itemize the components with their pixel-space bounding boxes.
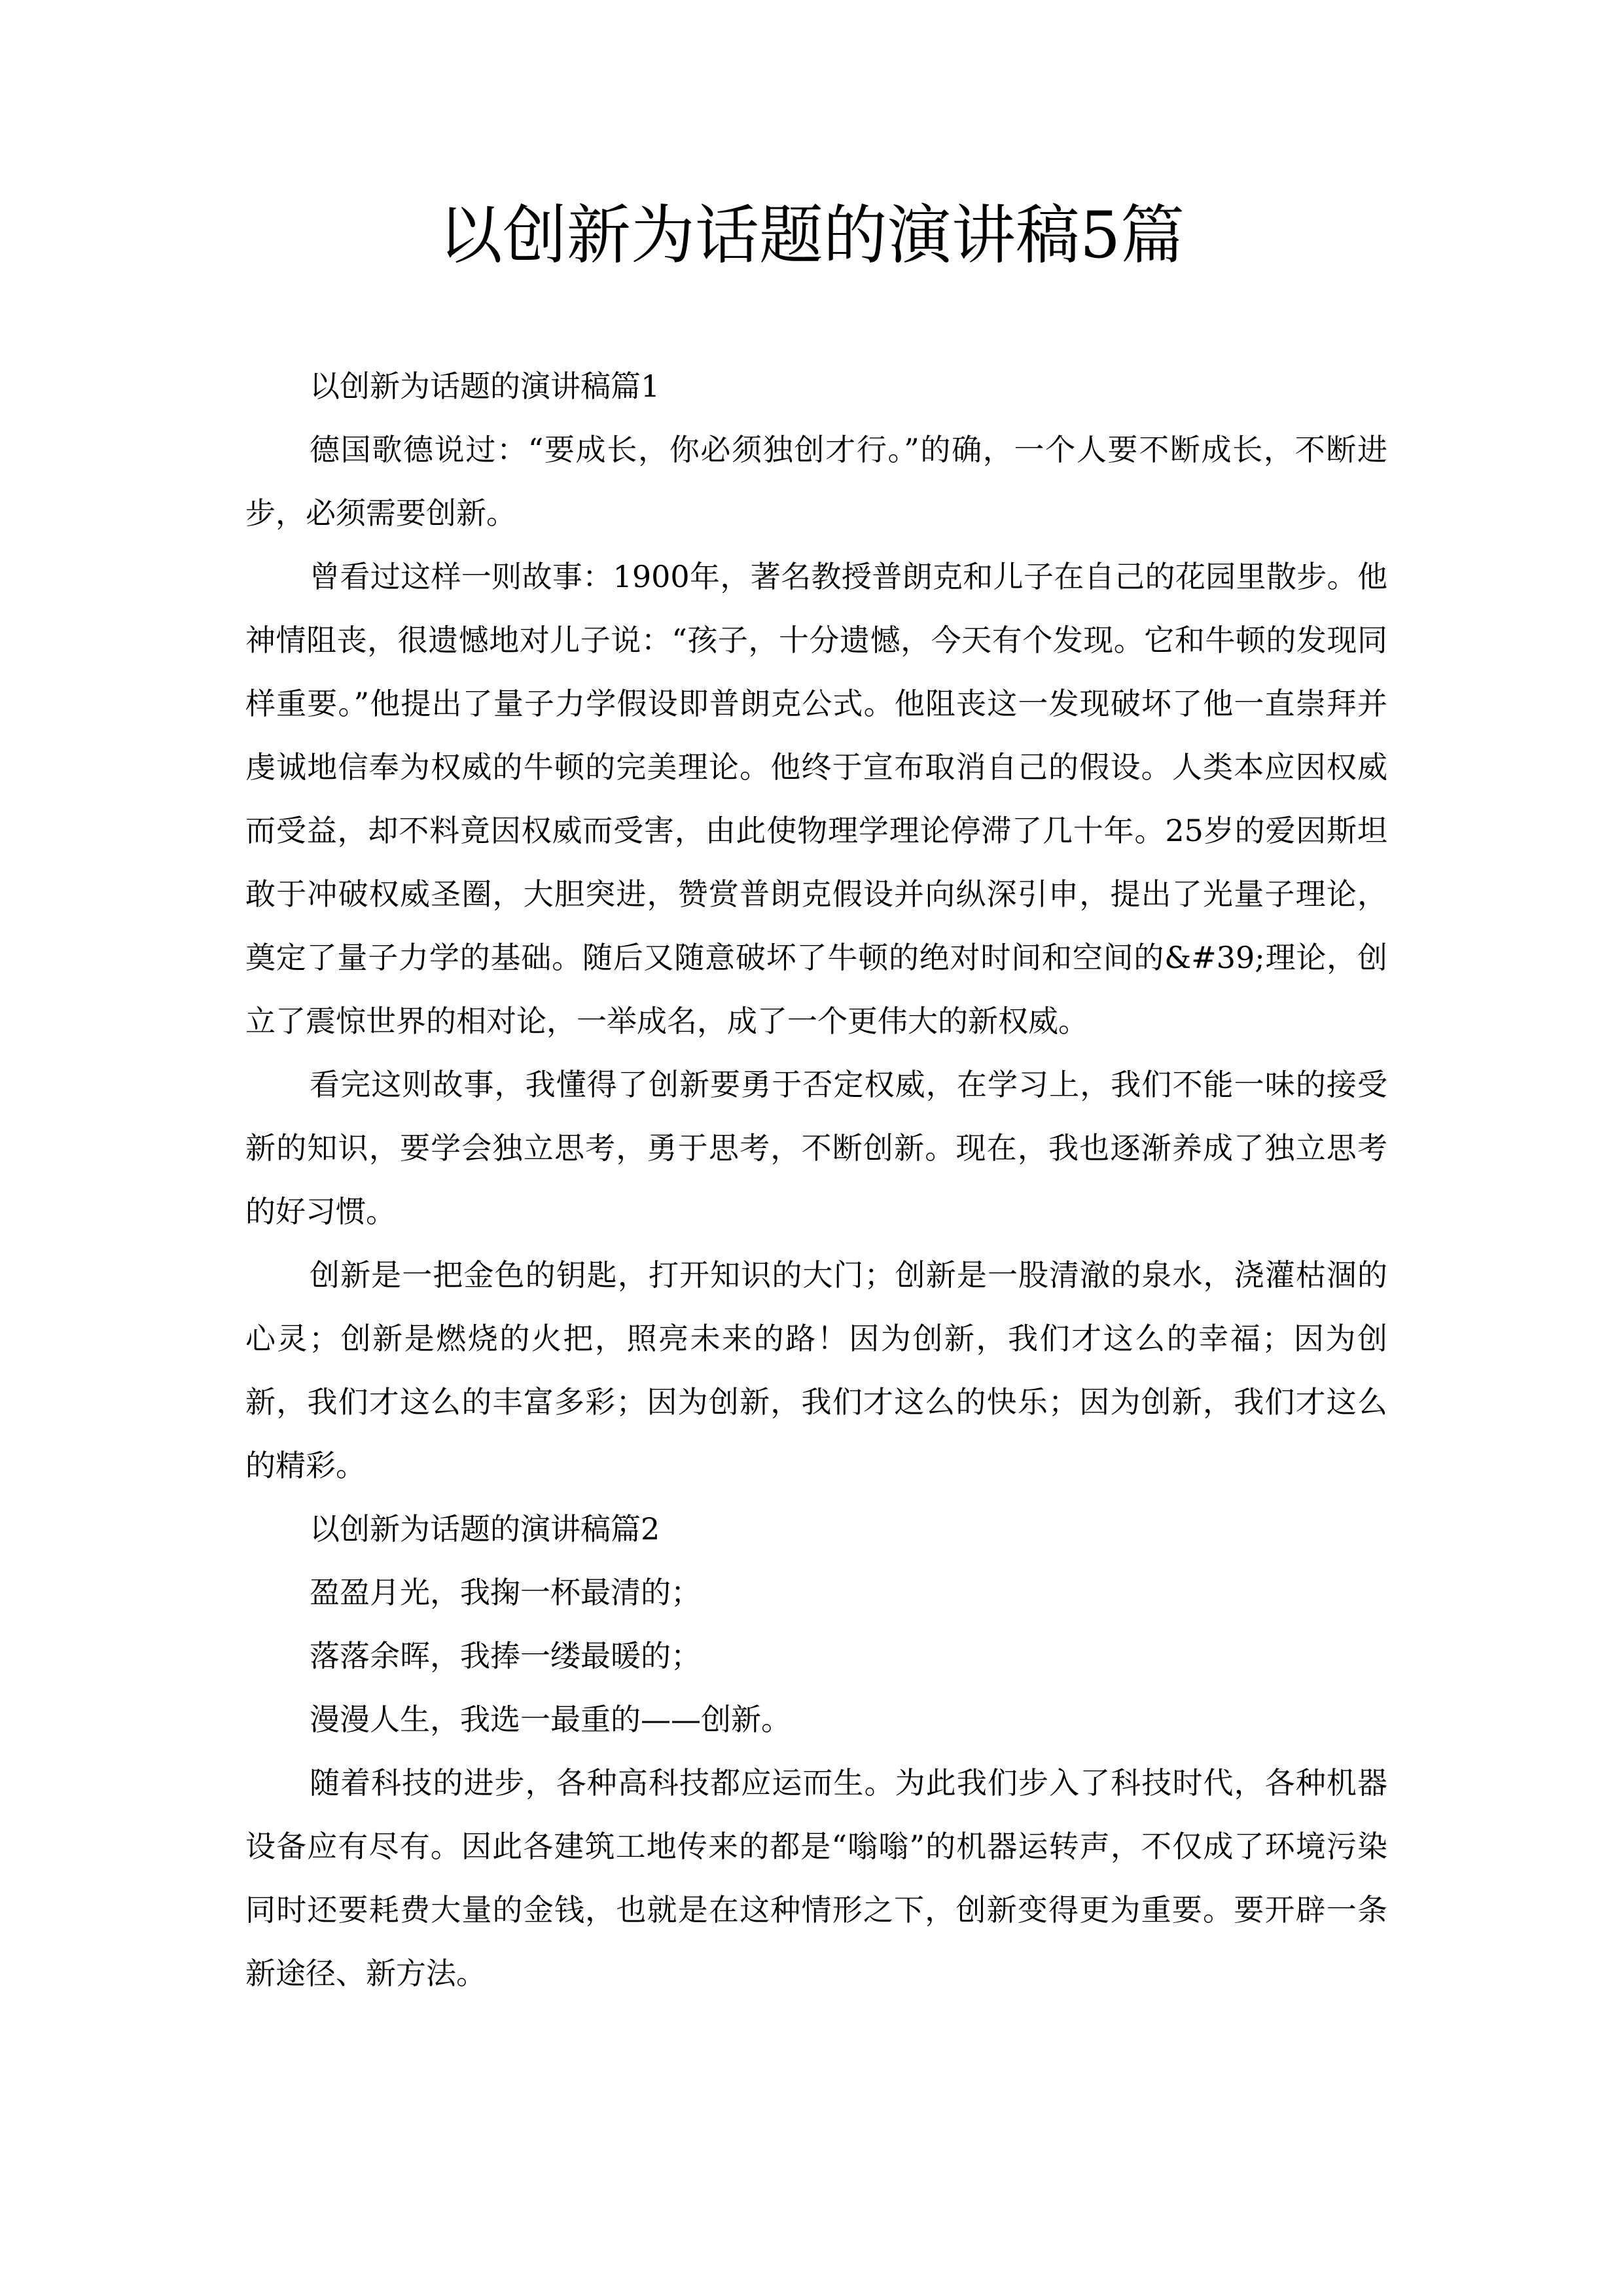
paragraph: 曾看过这样一则故事：1900年，著名教授普朗克和儿子在自己的花园里散步。他神情阻丧，很遗憾地对儿子说：“孩子，十分遗憾，今天有个发现。它和牛顿的发现同样重要。”他提出了量子力学假设即普朗克公式。他阻丧这一发现破坏了他一直崇拜并虔诚地信奉为权威的牛顿的完美理论。他终于宣布取消自己的假设。人类本应因权威而受益，却不料竟因权威而受害，由此使物理学理论停滞了几十年。25岁的爱因斯坦敢于冲破权威圣圈，大胆突进，赞赏普朗克假设并向纵深引申，提出了光量子理论，奠定了量子力学的基础。随后又随意破坏了牛顿的绝对时间和空间的&#39;理论，创立了震惊世界的相对论，一举成名，成了一个更伟大的新权威。	[245, 559, 1387, 1039]
paragraph: 创新是一把金色的钥匙，打开知识的大门；创新是一股清澈的泉水，浇灌枯涸的心灵；创新是燃烧的火把，照亮未来的路！因为创新，我们才这么的幸福；因为创新，我们才这么的丰富多彩；因为创新，我们才这么的快乐；因为创新，我们才这么的精彩。	[245, 1257, 1387, 1483]
paragraph: 漫漫人生，我选一最重的——创新。	[310, 1702, 791, 1737]
document-body	[245, 355, 1387, 2005]
document-title: 以创新为话题的演讲稿5篇	[438, 198, 1185, 273]
paragraph: 随着科技的进步，各种高科技都应运而生。为此我们步入了科技时代，各种机器设备应有尽有。因此各建筑工地传来的都是“嗡嗡”的机器运转声，不仅成了环境污染同时还要耗费大量的金钱，也就是在这种情形之下，创新变得更为重要。要开辟一条新途径、新方法。	[245, 1765, 1387, 1991]
paragraph: 德国歌德说过：“要成长，你必须独创才行。”的确，一个人要不断成长，不断进步，必须需要创新。	[245, 432, 1387, 531]
section-heading-2: 以创新为话题的演讲稿篇2	[310, 1511, 660, 1547]
paragraph: 看完这则故事，我懂得了创新要勇于否定权威，在学习上，我们不能一味的接受新的知识，要学会独立思考，勇于思考，不断创新。现在，我也逐渐养成了独立思考的好习惯。	[245, 1067, 1387, 1229]
paragraph: 盈盈月光，我掬一杯最清的；	[310, 1575, 701, 1610]
section-heading-1: 以创新为话题的演讲稿篇1	[310, 368, 660, 404]
paragraph: 落落余晖，我捧一缕最暖的；	[310, 1638, 701, 1674]
